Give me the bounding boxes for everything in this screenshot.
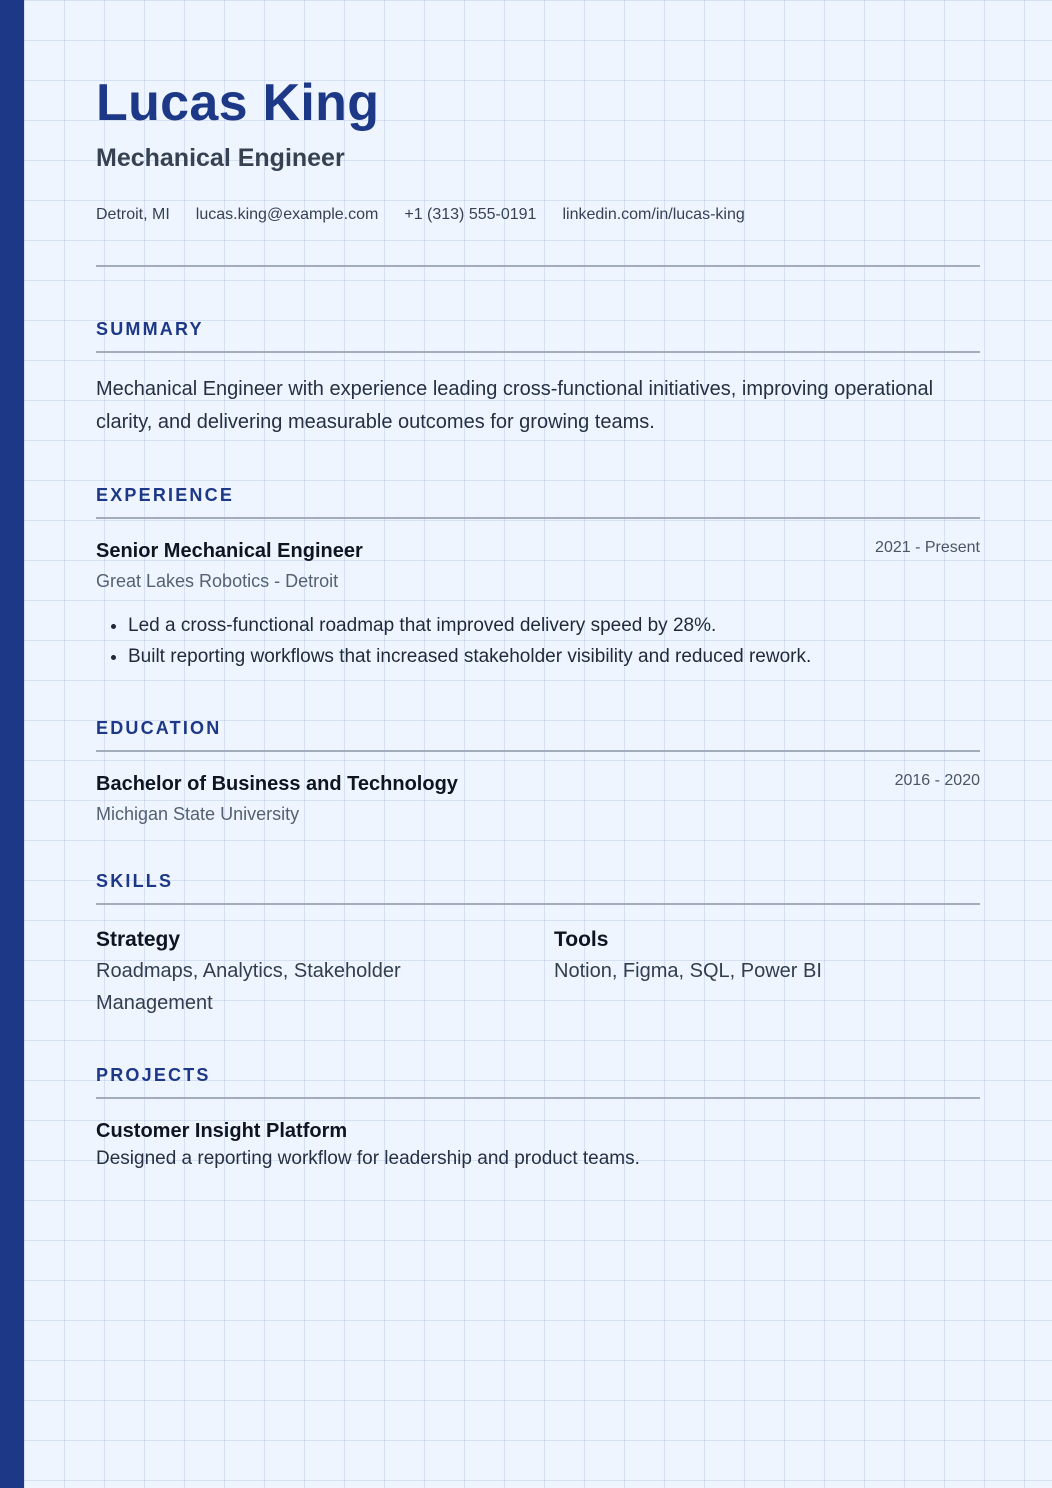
projects-divider bbox=[96, 1097, 980, 1099]
degree-title: Bachelor of Business and Technology bbox=[96, 773, 458, 795]
job-bullets bbox=[96, 610, 980, 672]
education-heading: EDUCATION bbox=[96, 718, 222, 738]
summary-divider bbox=[96, 351, 980, 353]
experience-divider bbox=[96, 517, 980, 519]
candidate-name: Lucas King bbox=[96, 74, 380, 132]
candidate-title: Mechanical Engineer bbox=[96, 144, 345, 172]
experience-heading: EXPERIENCE bbox=[96, 485, 235, 505]
skill-group-name: Strategy bbox=[96, 928, 181, 951]
header-divider bbox=[96, 265, 980, 267]
contact-email[interactable]: lucas.king@example.com bbox=[195, 206, 379, 223]
skill-group-list: Roadmaps, Analytics, Stakeholder Management bbox=[96, 960, 401, 1014]
contact-location: Detroit, MI bbox=[96, 206, 170, 223]
projects-heading: PROJECTS bbox=[96, 1065, 211, 1085]
skill-group-strategy bbox=[96, 927, 436, 1019]
job-bullet: • Built reporting workflows that increased stakeholder visibility and reduced rework. bbox=[128, 641, 980, 672]
education-divider bbox=[96, 750, 980, 752]
skills-heading: SKILLS bbox=[96, 871, 174, 891]
contact-phone[interactable]: +1 (313) 555-0191 bbox=[404, 206, 537, 223]
job-company: Great Lakes Robotics - Detroit bbox=[96, 571, 339, 591]
job-dates: 2021 - Present bbox=[875, 539, 980, 556]
skill-group-tools bbox=[554, 927, 894, 987]
contact-linkedin[interactable]: linkedin.com/in/lucas-king bbox=[562, 206, 745, 223]
summary-text: Mechanical Engineer with experience leading cross-functional initiatives, improving operational clarity, and delivering measurable outcomes for growing teams. bbox=[96, 378, 934, 433]
job-bullet: • Led a cross-functional roadmap that improved delivery speed by 28%. bbox=[128, 610, 980, 641]
skill-group-name: Tools bbox=[554, 928, 609, 951]
contact-row bbox=[96, 205, 771, 225]
skill-group-list: Notion, Figma, SQL, Power BI bbox=[554, 960, 822, 982]
summary-heading: SUMMARY bbox=[96, 319, 204, 339]
job-title: Senior Mechanical Engineer bbox=[96, 540, 363, 562]
project-name: Customer Insight Platform bbox=[96, 1120, 348, 1142]
project-description: Designed a reporting workflow for leadership and product teams. bbox=[96, 1148, 640, 1169]
skills-divider bbox=[96, 903, 980, 905]
school-name: Michigan State University bbox=[96, 804, 300, 824]
accent-sidebar bbox=[0, 0, 24, 1488]
education-dates: 2016 - 2020 bbox=[894, 772, 980, 789]
